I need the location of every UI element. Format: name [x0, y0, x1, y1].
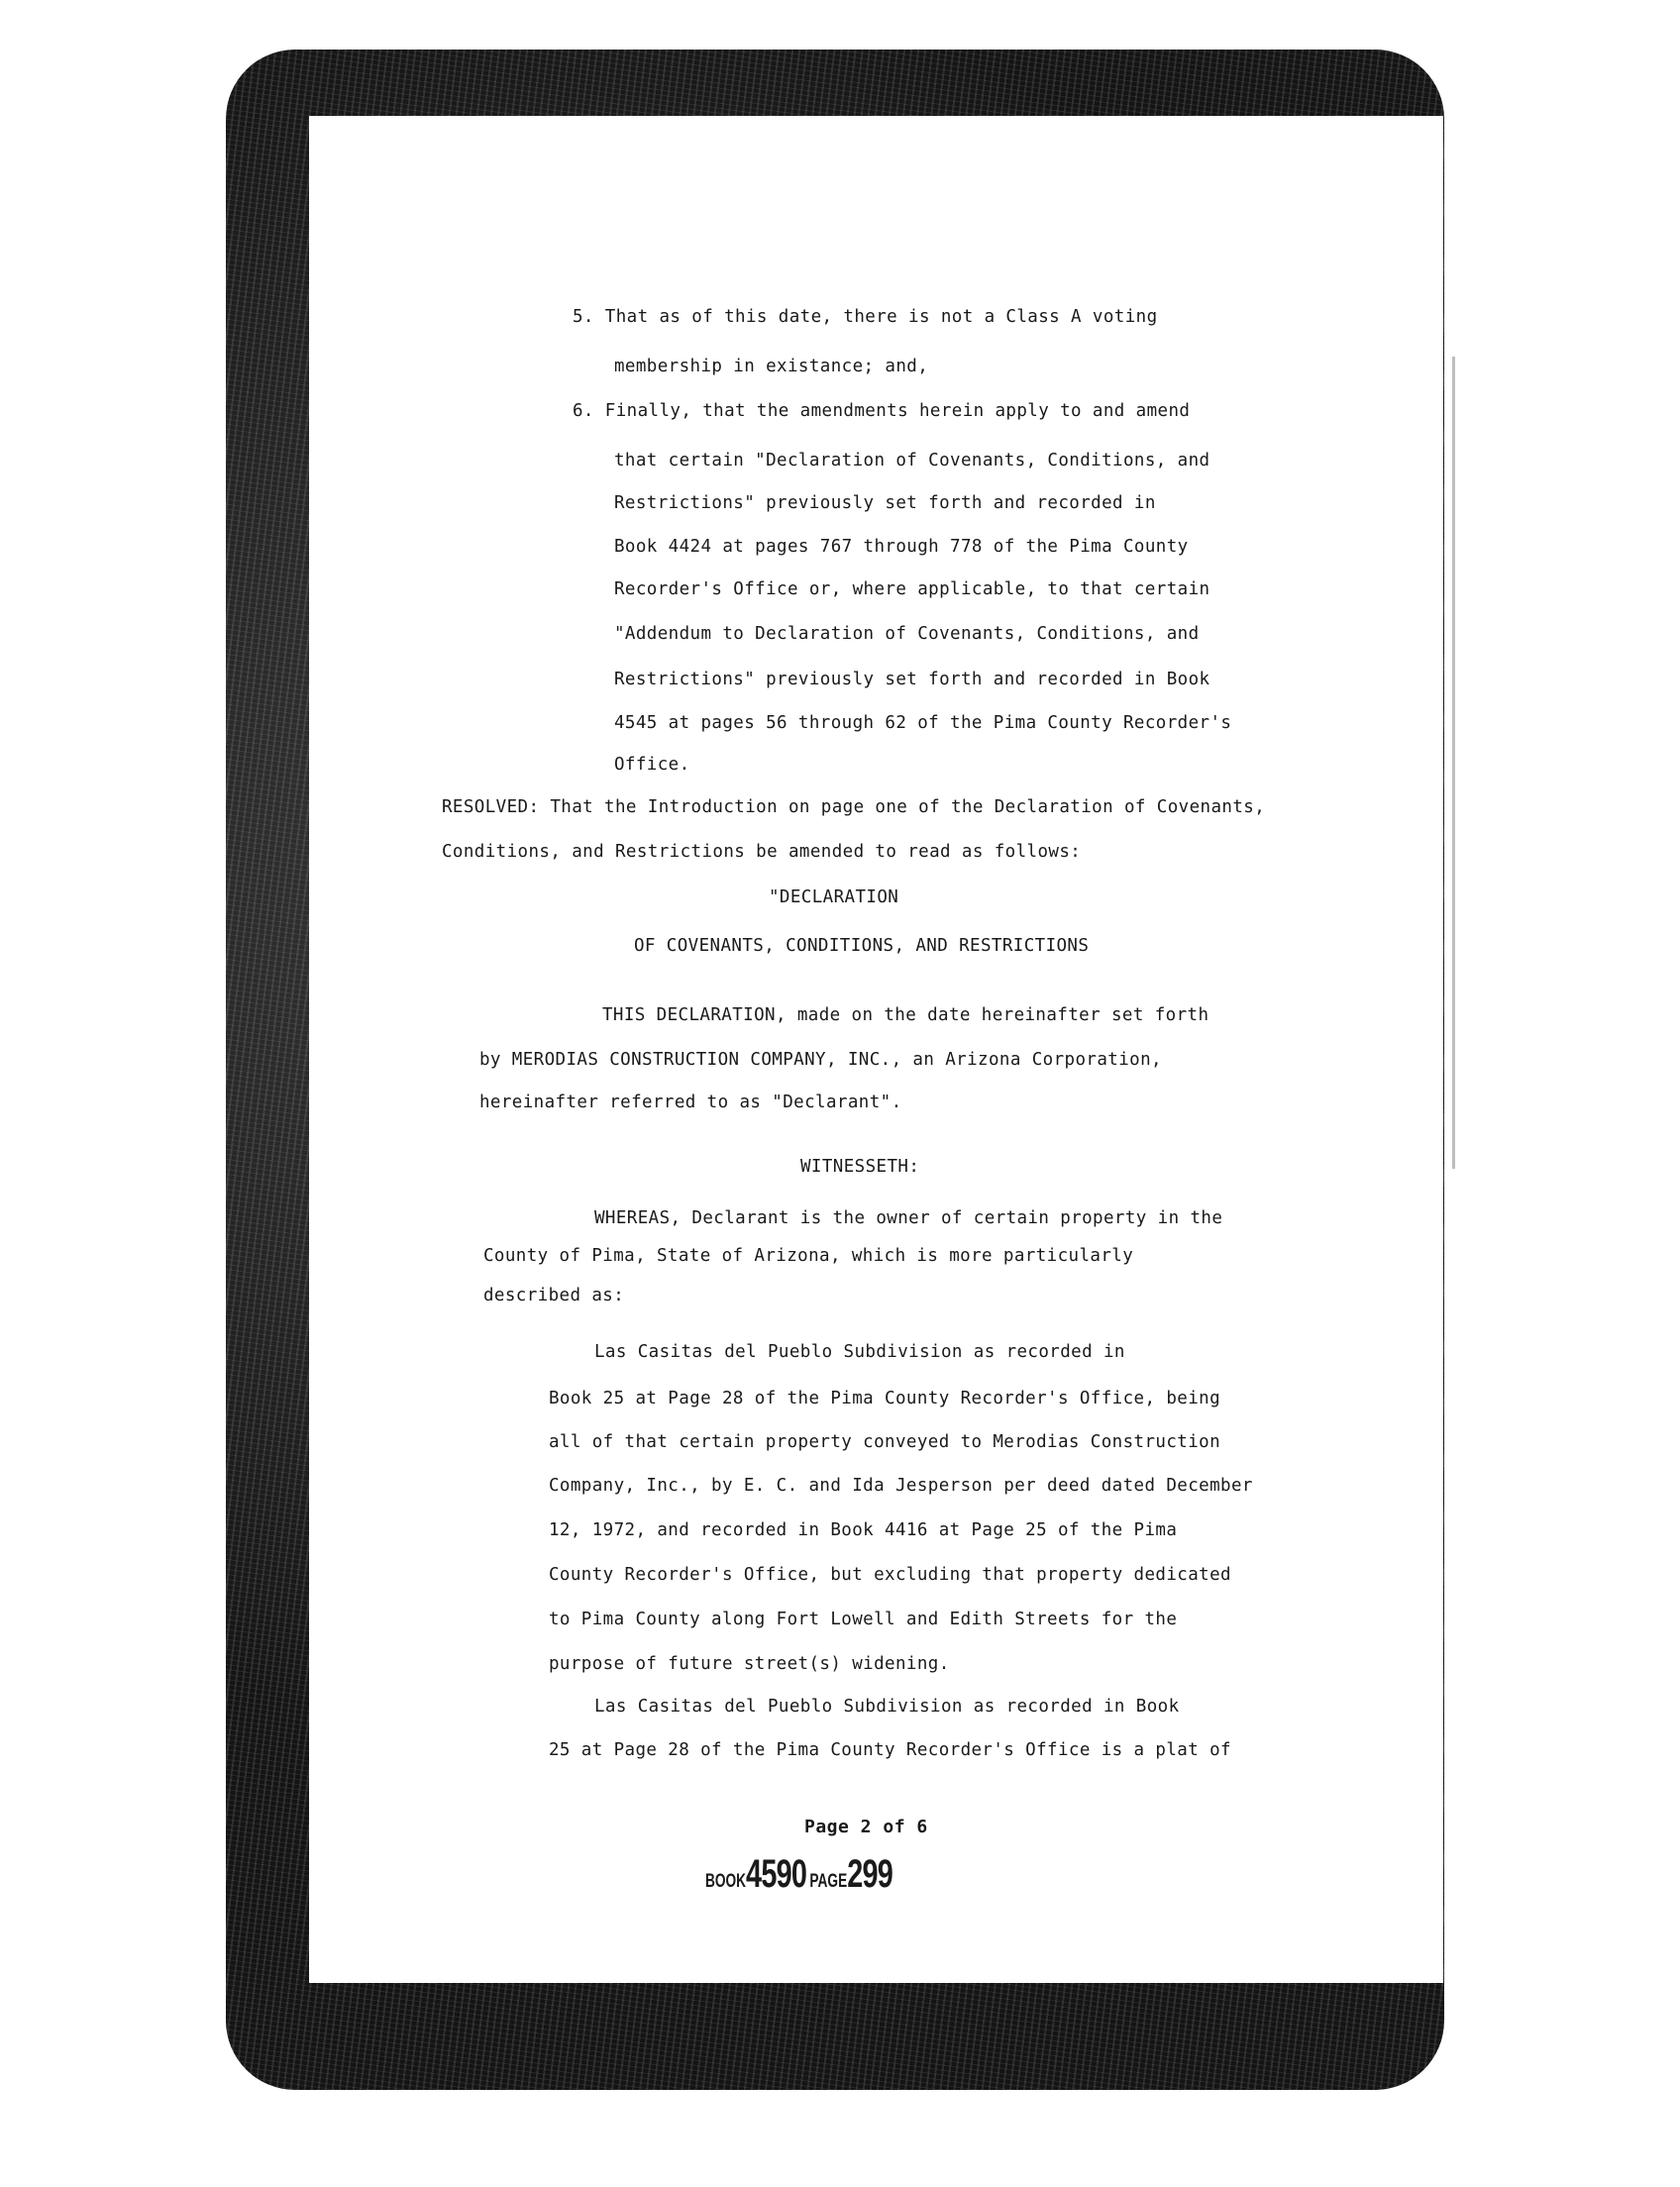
item-6-line-5: Recorder's Office or, where applicable, to that certain [614, 579, 1210, 599]
whereas-line-1: WHEREAS, Declarant is the owner of certain property in the [594, 1208, 1223, 1228]
page-label: PAGE [809, 1871, 848, 1892]
stamp-page-number: 299 [847, 1852, 893, 1896]
book-page-stamp [705, 1852, 892, 1897]
book-label: BOOK [705, 1871, 747, 1892]
intro-line-1: THIS DECLARATION, made on the date hereinafter set forth [602, 1005, 1209, 1025]
property-line-4: Company, Inc., by E. C. and Ida Jesperson per deed dated December [549, 1476, 1253, 1496]
plat-line-1: Las Casitas del Pueblo Subdivision as recorded in Book [594, 1697, 1180, 1717]
item-6-line-4: Book 4424 at pages 767 through 778 of the Pima County [614, 537, 1189, 557]
declaration-heading-2: OF COVENANTS, CONDITIONS, AND RESTRICTIONS [634, 936, 1090, 956]
property-line-5: 12, 1972, and recorded in Book 4416 at Page 25 of the Pima [549, 1520, 1178, 1540]
item-6-line-8: 4545 at pages 56 through 62 of the Pima County Recorder's [614, 713, 1232, 733]
property-line-1: Las Casitas del Pueblo Subdivision as recorded in [594, 1342, 1125, 1362]
item-5-line-2: membership in existance; and, [614, 357, 929, 376]
witnesseth-heading: WITNESSETH: [800, 1157, 920, 1177]
resolved-line-1: RESOLVED: That the Introduction on page one of the Declaration of Covenants, [442, 797, 1266, 817]
item-6-line-7: Restrictions" previously set forth and recorded in Book [614, 670, 1210, 689]
property-line-7: to Pima County along Fort Lowell and Edith Streets for the [549, 1610, 1178, 1629]
item-6-line-6: "Addendum to Declaration of Covenants, Conditions, and [614, 624, 1200, 644]
plat-line-2: 25 at Page 28 of the Pima County Recorder's Office is a plat of [549, 1740, 1231, 1760]
item-6-line-1: 6. Finally, that the amendments herein apply to and amend [573, 401, 1191, 421]
property-line-3: all of that certain property conveyed to Merodias Construction [549, 1432, 1221, 1452]
intro-line-3: hereinafter referred to as "Declarant". [479, 1093, 902, 1112]
resolved-line-2: Conditions, and Restrictions be amended to read as follows: [442, 842, 1082, 862]
item-6-line-9: Office. [614, 755, 690, 775]
property-line-2: Book 25 at Page 28 of the Pima County Recorder's Office, being [549, 1389, 1221, 1408]
item-6-line-3: Restrictions" previously set forth and recorded in [614, 493, 1156, 513]
whereas-line-2: County of Pima, State of Arizona, which is more particularly [483, 1246, 1134, 1266]
declaration-heading-1: "DECLARATION [769, 887, 899, 907]
paper-edge-mark [1452, 357, 1455, 1169]
intro-line-2: by MERODIAS CONSTRUCTION COMPANY, INC., an Arizona Corporation, [479, 1050, 1162, 1070]
property-line-6: County Recorder's Office, but excluding that property dedicated [549, 1565, 1231, 1585]
whereas-line-3: described as: [483, 1286, 625, 1305]
item-6-line-2: that certain "Declaration of Covenants, Conditions, and [614, 451, 1210, 470]
page-number: Page 2 of 6 [804, 1817, 928, 1837]
book-number: 4590 [746, 1852, 807, 1896]
item-5-line-1: 5. That as of this date, there is not a Class A voting [573, 307, 1158, 327]
property-line-8: purpose of future street(s) widening. [549, 1654, 950, 1674]
